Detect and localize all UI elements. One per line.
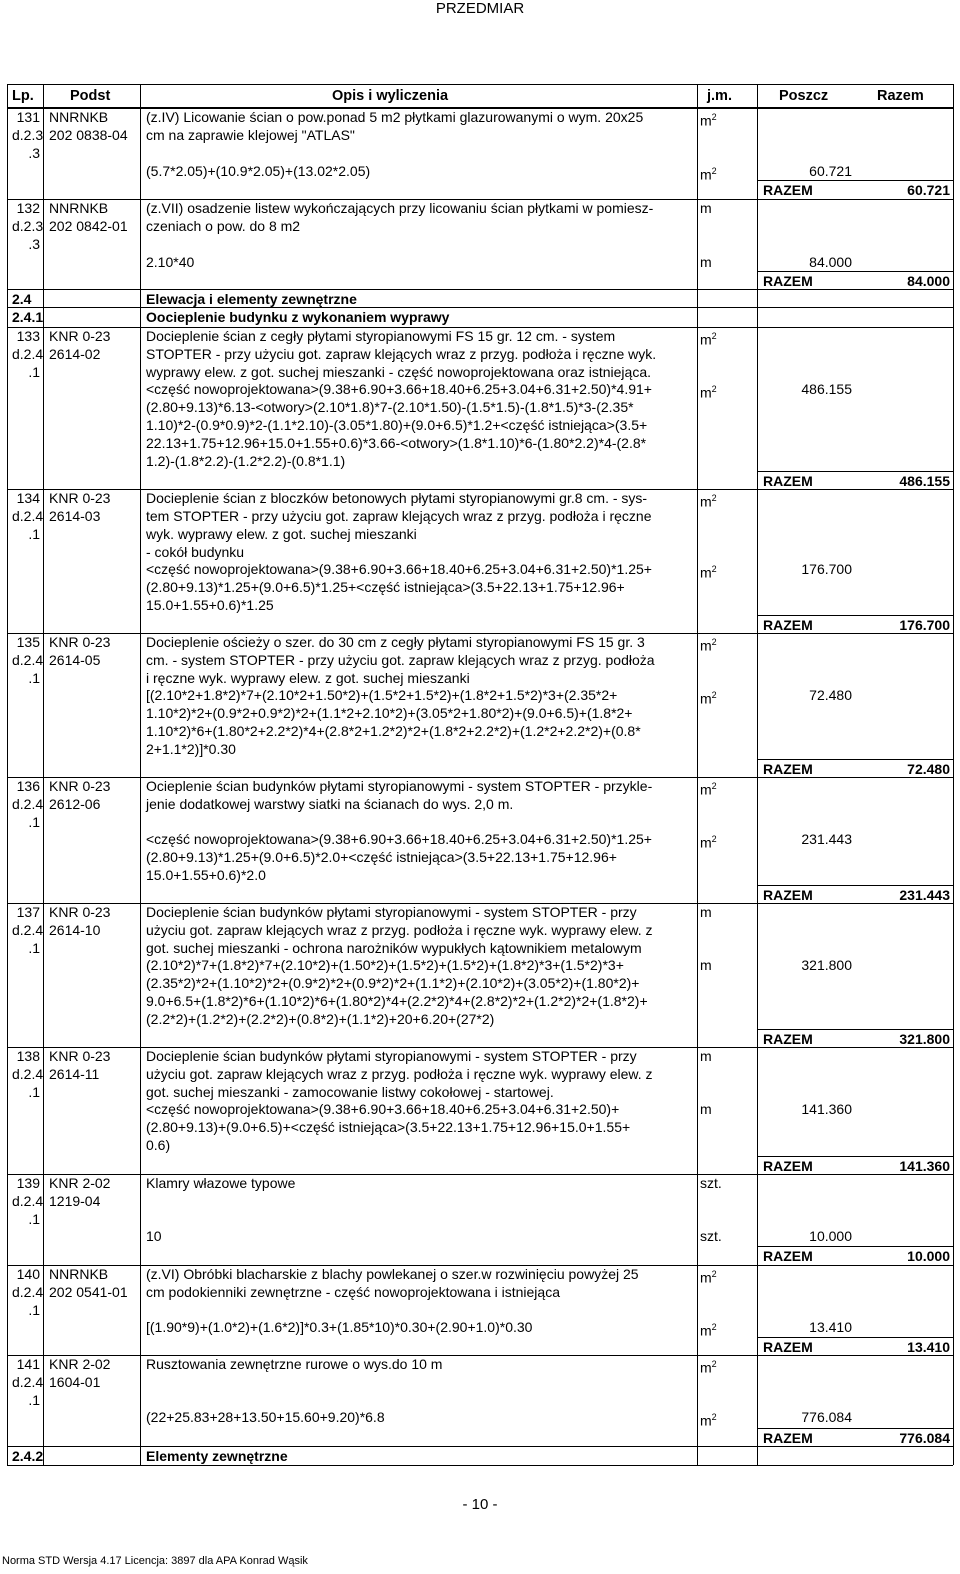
calculation-line: (5.7*2.05)+(10.9*2.05)+(13.02*2.05)	[146, 163, 371, 179]
lp-cell: 132	[16, 200, 40, 216]
lp-cell: .1	[28, 1302, 40, 1318]
podst-cell: NNRNKB	[49, 200, 109, 216]
section-title: Oocieplenie budynku z wykonaniem wyprawy	[146, 309, 450, 325]
razem-value: 13.410	[907, 1339, 950, 1355]
razem-row	[757, 471, 953, 490]
poszcz-value: 776.084	[801, 1409, 852, 1425]
razem-label: RAZEM	[763, 473, 813, 489]
description-line: wyk. wyprawy elew. z got. suchej mieszanki	[146, 526, 417, 542]
podst-cell: KNR 2-02	[49, 1356, 111, 1372]
podst-cell: 2614-11	[49, 1066, 100, 1082]
podst-cell: KNR 0-23	[49, 328, 111, 344]
unit-cell: m	[700, 200, 712, 216]
podst-cell: KNR 0-23	[49, 904, 111, 920]
poszcz-value: 13.410	[809, 1319, 852, 1335]
calc-unit-cell: $m^2$	[700, 384, 717, 401]
calc-unit-cell: $m^2$	[700, 690, 717, 707]
razem-value: 486.155	[899, 473, 950, 489]
calculation-line: 2.10*40	[146, 254, 195, 270]
calculation-line: (22+25.83+28+13.50+15.60+9.20)*6.8	[146, 1409, 385, 1425]
podst-cell: KNR 0-23	[49, 1048, 111, 1064]
calculation-line: <część nowoprojektowana>(9.38+6.90+3.66+18.40+6.25+3.04+6.31+2.50)*1.25+	[146, 831, 652, 847]
podst-cell: 1604-01	[49, 1374, 101, 1390]
unit-cell: $m^2$	[700, 493, 717, 510]
unit-cell: szt.	[700, 1175, 722, 1191]
podst-cell: 2612-06	[49, 796, 101, 812]
razem-value: 84.000	[907, 273, 950, 289]
lp-cell: 135	[16, 634, 40, 650]
description-line: Docieplenie ścian budynków płytami styropianowymi - system STOPTER - przy	[146, 904, 637, 920]
lp-cell: 131	[16, 109, 40, 125]
lp-cell: 133	[16, 328, 40, 344]
razem-label: RAZEM	[763, 273, 813, 289]
razem-value: 10.000	[907, 1248, 950, 1264]
calculation-line: 1.10*2)*2+(0.9*2+0.9*2)*2+(1.1*2+2.10*2)+(3.05*2+1.80*2)+(9.0+6.5)+(1.8*2+	[146, 705, 633, 721]
lp-cell: .1	[28, 1392, 40, 1408]
lp-cell: .1	[28, 526, 40, 542]
table-header	[7, 84, 953, 108]
razem-value: 176.700	[899, 617, 950, 633]
lp-cell: d.2.3	[12, 218, 44, 234]
poszcz-value: 60.721	[809, 163, 852, 179]
lp-cell: .1	[28, 814, 40, 830]
calc-unit-cell: szt.	[700, 1228, 722, 1244]
section-row	[7, 1446, 953, 1465]
description-line: Klamry włazowe typowe	[146, 1175, 296, 1191]
description-line: i ręczne wyk. wyprawy elew. z got. suchej mieszanki	[146, 670, 470, 686]
lp-cell: d.2.4	[12, 796, 44, 812]
calculation-line: (2.2*2)+(1.2*2)+(2.2*2)+(0.8*2)+(1.1*2)+20+6.20+(27*2)	[146, 1011, 495, 1027]
footer-note: Norma STD Wersja 4.17 Licencja: 3897 dla APA Konrad Wąsik	[2, 1555, 308, 1567]
calc-unit-cell: m	[700, 957, 712, 973]
podst-cell: 2614-05	[49, 652, 101, 668]
razem-label: RAZEM	[763, 1339, 813, 1355]
column-divider	[757, 84, 758, 1465]
description-line: (z.IV) Licowanie ścian o pow.ponad 5 m2 płytkami glazurowanymi o wym. 20x25	[146, 109, 644, 125]
description-line: Docieplenie ścian z bloczków betonowych płytami styropianowymi gr.8 cm. - sys-	[146, 490, 648, 506]
poszcz-value: 231.443	[801, 831, 852, 847]
lp-cell: .1	[28, 1211, 40, 1227]
description-line: tem STOPTER - przy użyciu got. zapraw klejących wraz z przyg. podłoża i ręczne	[146, 508, 652, 524]
razem-value: 141.360	[899, 1158, 950, 1174]
description-line: STOPTER - przy użyciu got. zapraw klejących wraz z przyg. podłoża i ręczne wyk.	[146, 346, 657, 362]
lp-cell: 141	[16, 1356, 40, 1372]
table-bottom-border	[7, 1465, 953, 1466]
section-title: Elewacja i elementy zewnętrzne	[146, 291, 357, 307]
description-line: cm na zaprawie klejowej "ATLAS"	[146, 127, 355, 143]
unit-cell: $m^2$	[700, 781, 717, 798]
description-line: Docieplenie ścian budynków płytami styropianowymi - system STOPTER - przy	[146, 1048, 637, 1064]
section-row	[7, 289, 953, 308]
podst-cell: 1219-04	[49, 1193, 101, 1209]
calc-unit-cell: m	[700, 254, 712, 270]
poszcz-value: 84.000	[809, 254, 852, 270]
lp-cell: d.2.4	[12, 1066, 44, 1082]
razem-value: 72.480	[907, 761, 950, 777]
col-jm: j.m.	[707, 88, 732, 104]
poszcz-value: 321.800	[801, 957, 852, 973]
description-line: jenie dodatkowej warstwy siatki na ścianach do wys. 2,0 m.	[146, 796, 514, 812]
podst-cell: KNR 0-23	[49, 778, 111, 794]
lp-cell: .1	[28, 364, 40, 380]
column-divider	[140, 84, 141, 1465]
lp-cell: 138	[16, 1048, 40, 1064]
calculation-line: (2.80+9.13)*1.25+(9.0+6.5)*1.25+<część istniejąca>(3.5+22.13+1.75+12.96+	[146, 579, 625, 595]
column-divider	[953, 84, 954, 1465]
lp-cell: d.2.4	[12, 1284, 44, 1300]
razem-label: RAZEM	[763, 761, 813, 777]
razem-row	[757, 1246, 953, 1265]
description-line: - cokół budynku	[146, 544, 245, 560]
description-line: cm. - system STOPTER - przy użyciu got. zapraw klejących wraz z przyg. podłoża	[146, 652, 655, 668]
calc-unit-cell: $m^2$	[700, 1412, 717, 1429]
lp-cell: 136	[16, 778, 40, 794]
calculation-line: (2.80+9.13)*6.13-<otwory>(2.10*1.8)*7-(2.10*1.50)-(1.5*1.5)-(1.8*1.5)*3-(2.35*	[146, 399, 634, 415]
calc-unit-cell: $m^2$	[700, 834, 717, 851]
col-poszcz: Poszcz	[779, 88, 829, 104]
lp-cell: .1	[28, 940, 40, 956]
podst-cell: NNRNKB	[49, 109, 109, 125]
calculation-line: <część nowoprojektowana>(9.38+6.90+3.66+18.40+6.25+3.04+6.31+2.50)*1.25+	[146, 561, 652, 577]
poszcz-value: 176.700	[801, 561, 852, 577]
section-number: 2.4	[12, 291, 32, 307]
lp-cell: 140	[16, 1266, 40, 1282]
razem-row	[757, 271, 953, 290]
unit-cell: $m^2$	[700, 1359, 717, 1376]
calculation-line: 22.13+1.75+12.96+15.0+1.55+0.6)*3.66-<otwory>(1.8*1.10)*6-(1.80*2.2)*4-(2.8*	[146, 435, 647, 451]
col-lp: Lp.	[12, 88, 34, 104]
unit-cell: $m^2$	[700, 331, 717, 348]
razem-label: RAZEM	[763, 1430, 813, 1446]
lp-cell: d.2.4	[12, 652, 44, 668]
column-divider	[43, 84, 44, 1465]
description-line: użyciu got. zapraw klejących wraz z przyg. podłoża i ręczne wyk. wyprawy elew. z	[146, 922, 653, 938]
col-podst: Podst	[70, 88, 111, 104]
poszcz-value: 10.000	[809, 1228, 852, 1244]
razem-label: RAZEM	[763, 1031, 813, 1047]
podst-cell: 2614-03	[49, 508, 101, 524]
razem-label: RAZEM	[763, 1248, 813, 1264]
razem-row	[757, 1337, 953, 1356]
description-line: Rusztowania zewnętrzne rurowe o wys.do 10 m	[146, 1356, 443, 1372]
razem-row	[757, 759, 953, 778]
podst-cell: NNRNKB	[49, 1266, 109, 1282]
razem-row	[757, 1029, 953, 1048]
unit-cell: $m^2$	[700, 637, 717, 654]
description-line: cm podokienniki zewnętrzne - część nowoprojektowana i istniejąca	[146, 1284, 560, 1300]
podst-cell: KNR 0-23	[49, 634, 111, 650]
razem-value: 60.721	[907, 182, 950, 198]
calculation-line: 15.0+1.55+0.6)*2.0	[146, 867, 266, 883]
razem-row	[757, 615, 953, 634]
razem-row	[757, 1156, 953, 1175]
podst-cell: 2614-02	[49, 346, 101, 362]
calculation-line: (2.35*2)*2+(1.10*2)*2+(0.9*2)*2+(0.9*2)*2+(1.1*2)+(2.10*2)+(3.05*2)+(1.80*2)+	[146, 975, 640, 991]
section-number: 2.4.1	[12, 309, 44, 325]
lp-cell: 134	[16, 490, 40, 506]
razem-label: RAZEM	[763, 1158, 813, 1174]
razem-row	[757, 180, 953, 199]
poszcz-value: 72.480	[809, 687, 852, 703]
podst-cell: 202 0838-04	[49, 127, 128, 143]
razem-value: 776.084	[899, 1430, 950, 1446]
razem-label: RAZEM	[763, 182, 813, 198]
description-line: użyciu got. zapraw klejących wraz z przyg. podłoża i ręczne wyk. wyprawy elew. z	[146, 1066, 653, 1082]
description-line: Ocieplenie ścian budynków płytami styropianowymi - system STOPTER - przykle-	[146, 778, 653, 794]
calculation-line: [(1.90*9)+(1.0*2)+(1.6*2)]*0.3+(1.85*10)*0.30+(2.90+1.0)*0.30	[146, 1319, 533, 1335]
lp-cell: 139	[16, 1175, 40, 1191]
description-line: czeniach o pow. do 8 m2	[146, 218, 301, 234]
calculation-line: 1.10*2)*6+(1.80*2+2.2*2)*4+(2.8*2+1.2*2)*2+(1.8*2+2.2*2)+(1.2*2+2.2*2)+(0.8*	[146, 723, 641, 739]
poszcz-value: 141.360	[801, 1101, 852, 1117]
lp-cell: .1	[28, 1084, 40, 1100]
page-number: - 10 -	[462, 1496, 498, 1513]
lp-cell: .3	[28, 236, 40, 252]
podst-cell: KNR 0-23	[49, 490, 111, 506]
description-line: Docieplenie ścian z cegły płytami styropianowymi FS 15 gr. 12 cm. - system	[146, 328, 616, 344]
razem-row	[757, 885, 953, 904]
col-opis: Opis i wyliczenia	[332, 88, 449, 104]
calculation-line: 15.0+1.55+0.6)*1.25	[146, 597, 274, 613]
column-divider	[7, 84, 8, 1465]
section-title: Elementy zewnętrzne	[146, 1448, 288, 1464]
lp-cell: d.2.4	[12, 922, 44, 938]
unit-cell: $m^2$	[700, 1269, 717, 1286]
calculation-line: 2+1.1*2)]*0.30	[146, 741, 236, 757]
calc-unit-cell: $m^2$	[700, 564, 717, 581]
podst-cell: 2614-10	[49, 922, 101, 938]
calculation-line: (2.80+9.13)+(9.0+6.5)+<część istniejąca>(3.5+22.13+1.75+12.96+15.0+1.55+	[146, 1119, 631, 1135]
razem-value: 231.443	[899, 887, 950, 903]
unit-cell: $m^2$	[700, 112, 717, 129]
page-title: PRZEDMIAR	[435, 0, 525, 17]
lp-cell: 137	[16, 904, 40, 920]
podst-cell: 202 0541-01	[49, 1284, 128, 1300]
section-number: 2.4.2	[12, 1448, 44, 1464]
calculation-line: 1.2)-(1.8*2.2)-(1.2*2.2)-(0.8*1.1)	[146, 453, 346, 469]
description-line: wyprawy elew. z got. suchej mieszanki - część nowoprojektowana oraz istniejąca.	[146, 364, 652, 380]
unit-cell: m	[700, 1048, 712, 1064]
razem-label: RAZEM	[763, 617, 813, 633]
lp-cell: d.2.4	[12, 1193, 44, 1209]
calculation-line: (2.10*2)*7+(1.8*2)*7+(2.10*2)+(1.50*2)+(1.5*2)+(1.5*2)+(1.8*2)*3+(1.5*2)*3+	[146, 957, 624, 973]
calculation-line: (2.80+9.13)*1.25+(9.0+6.5)*2.0+<część istniejąca>(3.5+22.13+1.75+12.96+	[146, 849, 617, 865]
description-line: got. suchej mieszanki - zamocowanie listwy cokołowej - startowej.	[146, 1084, 554, 1100]
poszcz-value: 486.155	[801, 381, 852, 397]
calculation-line: 9.0+6.5+(1.8*2)*6+(1.10*2)*6+(1.80*2)*4+(2.2*2)*4+(2.8*2)*2+(1.2*2)*2+(1.8*2)+	[146, 993, 648, 1009]
podst-cell: KNR 2-02	[49, 1175, 111, 1191]
razem-value: 321.800	[899, 1031, 950, 1047]
description-line: Docieplenie ościeży o szer. do 30 cm z cegły płytami styropianowymi FS 15 gr. 3	[146, 634, 645, 650]
lp-cell: d.2.4	[12, 346, 44, 362]
unit-cell: m	[700, 904, 712, 920]
lp-cell: d.2.4	[12, 508, 44, 524]
calc-unit-cell: $m^2$	[700, 1322, 717, 1339]
lp-cell: .1	[28, 670, 40, 686]
calculation-line: 10	[146, 1228, 162, 1244]
calc-unit-cell: m	[700, 1101, 712, 1117]
lp-cell: d.2.3	[12, 127, 44, 143]
calculation-line: 0.6)	[146, 1137, 171, 1153]
column-divider	[697, 84, 698, 1465]
razem-label: RAZEM	[763, 887, 813, 903]
lp-cell: .3	[28, 145, 40, 161]
description-line: got. suchej mieszanki - ochrona narożników wypukłych kątownikiem metalowym	[146, 940, 642, 956]
calculation-line: <część nowoprojektowana>(9.38+6.90+3.66+18.40+6.25+3.04+6.31+2.50)*4.91+	[146, 381, 652, 397]
description-line: (z.VII) osadzenie listew wykończających przy licowaniu ścian płytkami w pomiesz-	[146, 200, 654, 216]
col-razem: Razem	[877, 88, 924, 104]
section-row	[7, 307, 953, 326]
calculation-line: <część nowoprojektowana>(9.38+6.90+3.66+18.40+6.25+3.04+6.31+2.50)+	[146, 1101, 620, 1117]
calculation-line: 1.10)*2-(0.9*0.9)*2-(1.1*2.10)-(3.05*1.80)+(9.0+6.5)*1.2+<część istniejąca>(3.5+	[146, 417, 648, 433]
calc-unit-cell: $m^2$	[700, 166, 717, 183]
calculation-line: [(2.10*2+1.8*2)*7+(2.10*2+1.50*2)+(1.5*2+1.5*2)+(1.8*2+1.5*2)*3+(2.35*2+	[146, 687, 618, 703]
podst-cell: 202 0842-01	[49, 218, 128, 234]
description-line: (z.VI) Obróbki blacharskie z blachy powlekanej o szer.w rozwinięciu powyżej 25	[146, 1266, 639, 1282]
razem-row	[757, 1428, 953, 1447]
lp-cell: d.2.4	[12, 1374, 44, 1390]
